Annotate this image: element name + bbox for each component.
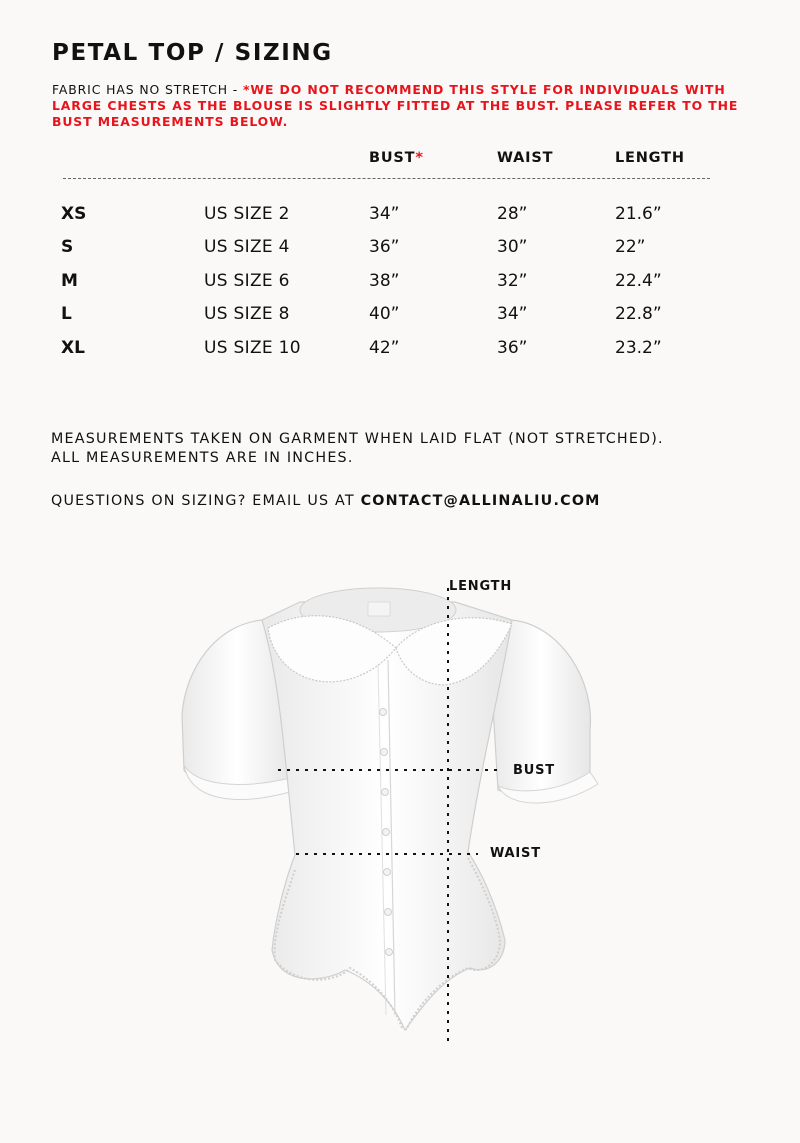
- size-row-m: [0, 271, 800, 301]
- bust-value: 42”: [369, 338, 400, 358]
- garment-diagram: [0, 540, 800, 1100]
- header-waist: WAIST: [497, 150, 554, 166]
- contact-line: [51, 493, 601, 509]
- bust-value: 40”: [369, 304, 400, 324]
- fabric-note: [52, 82, 752, 130]
- size-row-s: [0, 237, 800, 267]
- measurement-note-line2: ALL MEASUREMENTS ARE IN INCHES.: [51, 450, 354, 466]
- page-title: PETAL TOP / SIZING: [52, 40, 333, 66]
- contact-prefix: QUESTIONS ON SIZING? EMAIL US AT: [51, 493, 361, 509]
- size-label: XS: [61, 204, 87, 224]
- waist-value: 30”: [497, 237, 528, 257]
- us-size: US SIZE 4: [204, 237, 290, 257]
- bust-value: 34”: [369, 204, 400, 224]
- length-value: 22.4”: [615, 271, 662, 291]
- waist-value: 32”: [497, 271, 528, 291]
- length-value: 22.8”: [615, 304, 662, 324]
- bust-value: 36”: [369, 237, 400, 257]
- bust-value: 38”: [369, 271, 400, 291]
- size-row-l: [0, 304, 800, 334]
- length-value: 22”: [615, 237, 646, 257]
- bust-label: BUST: [513, 763, 555, 778]
- header-divider: [63, 178, 710, 179]
- length-label: LENGTH: [449, 579, 513, 594]
- header-bust: [369, 150, 424, 166]
- contact-email-link[interactable]: CONTACT@ALLINALIU.COM: [360, 493, 601, 509]
- header-bust-asterisk: *: [415, 150, 424, 166]
- header-bust-label: BUST: [369, 150, 416, 166]
- us-size: US SIZE 10: [204, 338, 301, 358]
- size-label: XL: [61, 338, 85, 358]
- measurement-note-line1: MEASUREMENTS TAKEN ON GARMENT WHEN LAID FLAT (NOT STRETCHED).: [51, 431, 664, 447]
- us-size: US SIZE 8: [204, 304, 290, 324]
- blouse-illustration: [0, 540, 800, 1100]
- measurement-note: [51, 430, 664, 468]
- us-size: US SIZE 2: [204, 204, 290, 224]
- waist-value: 34”: [497, 304, 528, 324]
- neck-tag: [368, 602, 390, 616]
- size-row-xs: [0, 204, 800, 234]
- size-label: L: [61, 304, 72, 324]
- header-length: LENGTH: [615, 150, 685, 166]
- fabric-note-plain: FABRIC HAS NO STRETCH -: [52, 82, 244, 97]
- waist-label: WAIST: [490, 846, 541, 861]
- fit-warning: *WE DO NOT RECOMMEND THIS STYLE FOR INDIVIDUALS WITH LARGE CHESTS AS THE BLOUSE IS SLIGHTLY FITTED AT THE BUST. PLEASE REFER TO THE BUST MEASUREMENTS BELOW.: [52, 82, 739, 129]
- size-row-xl: [0, 338, 800, 368]
- length-value: 23.2”: [615, 338, 662, 358]
- us-size: US SIZE 6: [204, 271, 290, 291]
- size-label: M: [61, 271, 78, 291]
- waist-value: 28”: [497, 204, 528, 224]
- waist-value: 36”: [497, 338, 528, 358]
- size-label: S: [61, 237, 74, 257]
- length-value: 21.6”: [615, 204, 662, 224]
